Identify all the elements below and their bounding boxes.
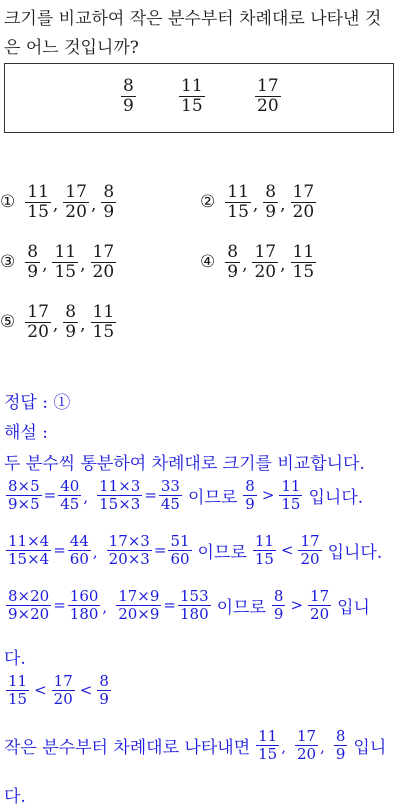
explanation-step-2: $\frac{11\times 4}{15\times 4}$ = $\frac{44}{60}$ , $\frac{17\times 3}{20\times 3}$ = $\frac{51}{60}$ 이므로 $\frac{11}{15}$ < $\frac{17}{20}$ 입니다. [8, 532, 383, 568]
choice-fraction: $\frac{8}{9}$ [265, 182, 277, 222]
choice-fraction: $\frac{11}{15}$ [27, 182, 49, 222]
choice-fraction: $\frac{17}{20}$ [292, 182, 315, 222]
choice-mark: ④ [200, 252, 216, 273]
box-fraction: $\frac{11}{15}$ [181, 76, 203, 116]
choice-2[interactable]: ② $\frac{11}{15}$ , $\frac{8}{9}$ , $\frac{17}{20}$ [200, 182, 315, 222]
question-line-2: 은 어느 것입니까? [4, 38, 139, 58]
box-fraction: $\frac{8}{9}$ [123, 76, 134, 116]
choice-fraction: $\frac{8}{9}$ [103, 182, 115, 222]
choice-mark: ② [200, 192, 216, 213]
explanation-step-3: $\frac{8\times 20}{9\times 20}$ = $\frac{160}{180}$ , $\frac{17\times 9}{20\times 9}$ = $\frac{153}{180}$ 이므로 $\frac{8}{9}$ > $\frac{17}{20}$ 입니 [8, 587, 370, 623]
choice-1[interactable]: ① $\frac{11}{15}$ , $\frac{17}{20}$ , $\frac{8}{9}$ [0, 182, 115, 222]
fraction-box [4, 63, 394, 133]
choice-fraction: $\frac{11}{15}$ [54, 242, 77, 282]
choice-fraction: $\frac{17}{20}$ [92, 242, 115, 282]
choice-fraction: $\frac{8}{9}$ [27, 242, 39, 282]
choice-fraction: $\frac{11}{15}$ [292, 242, 315, 282]
choice-3[interactable]: ③ $\frac{8}{9}$ , $\frac{11}{15}$ , $\frac{17}{20}$ [0, 242, 115, 282]
explanation-label: 해설 : [4, 423, 48, 443]
choice-fraction: $\frac{17}{20}$ [65, 182, 87, 222]
choice-fraction: $\frac{11}{15}$ [227, 182, 249, 222]
choice-fraction: $\frac{8}{9}$ [227, 242, 239, 282]
choice-fraction: $\frac{17}{20}$ [27, 302, 49, 342]
explanation-order: $\frac{11}{15}$ < $\frac{17}{20}$ < $\frac{8}{9}$ [8, 672, 109, 708]
choice-4[interactable]: ④ $\frac{8}{9}$ , $\frac{17}{20}$ , $\frac{11}{15}$ [200, 242, 315, 282]
choice-mark: ③ [0, 252, 16, 273]
choice-mark: ⑤ [0, 312, 16, 333]
choice-fraction: $\frac{8}{9}$ [65, 302, 77, 342]
explanation-intro: 두 분수씩 통분하여 차례대로 크기를 비교합니다. [4, 454, 365, 474]
explanation-step-3-cont: 다. [4, 649, 26, 669]
choice-fraction: $\frac{17}{20}$ [254, 242, 277, 282]
explanation-step-1: $\frac{8\times 5}{9\times 5}$ = $\frac{40}{45}$ , $\frac{11\times 3}{15\times 3}$ = $\frac{33}{45}$ 이므로 $\frac{8}{9}$ > $\frac{11}{15}$ 입니다. [8, 477, 364, 513]
choice-5[interactable]: ⑤ $\frac{17}{20}$ , $\frac{8}{9}$ , $\frac{11}{15}$ [0, 302, 115, 342]
question-line-1: 크기를 비교하여 작은 분수부터 차례대로 나타낸 것 [4, 9, 382, 29]
explanation-final: 작은 분수부터 차례대로 나타내면 $\frac{11}{15}$ , $\frac{17}{20}$ , $\frac{8}{9}$ 입니 [4, 727, 387, 763]
answer-label: 정답 : ① [4, 393, 71, 413]
box-fraction: $\frac{17}{20}$ [257, 76, 279, 116]
choice-fraction: $\frac{11}{15}$ [92, 302, 115, 342]
explanation-final-cont: 다. [4, 787, 26, 807]
choice-mark: ① [0, 192, 16, 213]
